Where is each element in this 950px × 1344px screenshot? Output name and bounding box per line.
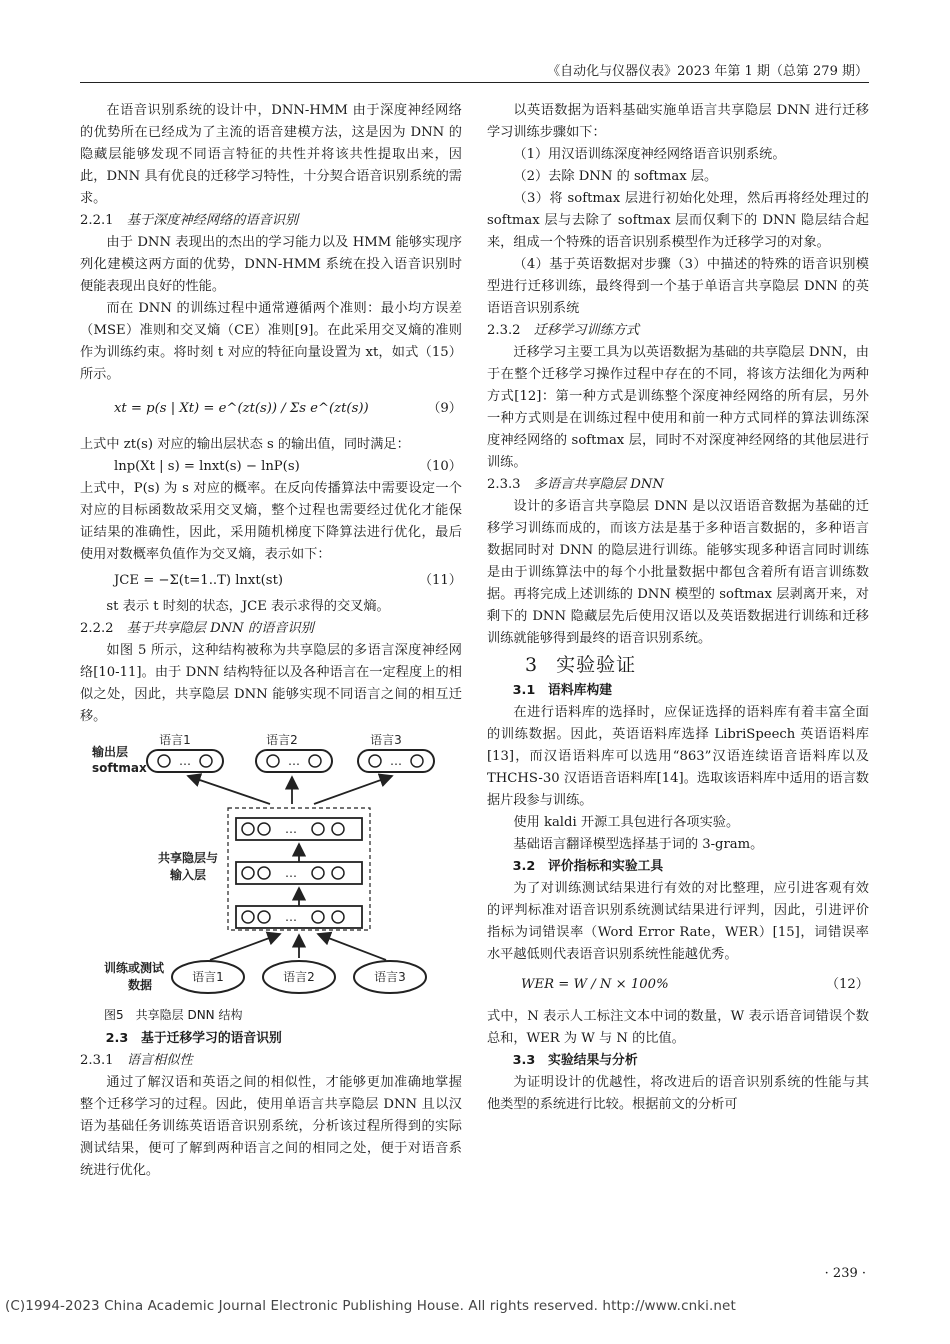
- paragraph: 由于 DNN 表现出的杰出的学习能力以及 HMM 能够实现序列化建模这两方面的优势，DNN-HMM 系统在投入语音识别时便能表现出良好的性能。: [80, 235, 462, 294]
- paragraph: 通过了解汉语和英语之间的相似性，才能够更加准确地掌握整个迁移学习的过程。因此，使用单语言共享隐层 DNN 且以汉语为基础任务训练英语语音识别系统，分析该过程所得到的实际测试结果，便可了解到两种语言之间的相同之处，便于对语音系统进行优化。: [80, 1075, 462, 1178]
- section-heading-2-2-2: 2.2.2 基于共享隐层 DNN 的语音识别: [80, 621, 314, 636]
- hidden-layer-2: [236, 818, 362, 840]
- svg-text:语言3: 语言3: [374, 970, 406, 984]
- paragraph: 式中，N 表示人工标注文本中词的数量，W 表示语音词错误个数总和，WER 为 W 与 N 的比值。: [487, 1009, 869, 1046]
- paragraph: 为了对训练测试结果进行有效的对比整理，应引进客观有效的评判标准对语音识别系统测试结果进行评判，因此，引进评价指标为词错误率（Word Error Rate，WER）[15]，词错误率水平越低则代表语音识别系统性能越优秀。: [487, 881, 869, 962]
- header-rule: [80, 82, 869, 83]
- equation-12: WER = W / N × 100% （12）: [521, 977, 869, 992]
- paragraph: 上式中，P(s) 为 s 对应的概率。在反向传播算法中需要设定一个对应的目标函数故采用交叉熵，整个过程也需要经过优化才能保证结果的准确性，因此，采用随机梯度下降算法进行优化，最后使用对数概率负值作为交叉熵，表示如下：: [80, 481, 462, 562]
- input-layer-label: 输入层: [170, 868, 207, 882]
- equation-10: lnp(Xt | s) = lnxt(s) − lnP(s) （10）: [114, 459, 462, 474]
- right-column: [487, 100, 869, 1116]
- dnn-diagram: [80, 732, 462, 1004]
- page-number: · 239 ·: [824, 1266, 866, 1281]
- svg-text:…: …: [288, 754, 300, 768]
- section-heading-2-3-2: 2.3.2 迁移学习训练方式: [487, 323, 640, 338]
- svg-text:…: …: [390, 754, 402, 768]
- data-label: 数据: [128, 978, 153, 992]
- figure-5-shared-hidden-layer-dnn: [80, 732, 462, 1004]
- paragraph: 为证明设计的优越性，将改进后的语音识别系统的性能与其他类型的系统进行比较。根据前文的分析可: [487, 1075, 869, 1112]
- step-4: （4）基于英语数据对步骤（3）中描述的特殊的语音识别模型进行迁移训练，最终得到一个基于单语言共享隐层 DNN 的英语语音识别系统: [487, 257, 869, 316]
- section-heading-3: 3 实验验证: [525, 654, 637, 676]
- hidden-layer-label: 共享隐层与: [158, 851, 219, 865]
- output-layer-label: 输出层: [92, 745, 129, 759]
- step-3: （3）将 softmax 层进行初始化处理，然后再将经处理过的 softmax 层与去除了 softmax 层而仅剩下的 DNN 隐层结合起来，组成一个特殊的语音识别系模型作为迁移学习的对象。: [487, 191, 869, 250]
- paragraph: 在进行语料库的选择时，应保证选择的语料库有着丰富全面的训练数据。因此，英语语料库选择 LibriSpeech 英语语料库[13]，而汉语语料库可以选用“863”汉语连续语音语料库以及 THCHS-30 汉语语音语料库[14]。选取该语料库中适用的语言数据片段参与训练。: [487, 705, 869, 808]
- svg-text:语言2: 语言2: [283, 970, 315, 984]
- section-heading-2-3: 2.3 基于迁移学习的语音识别: [105, 1031, 282, 1046]
- output-lang1-label: 语言1: [159, 733, 191, 747]
- paragraph: 在语音识别系统的设计中，DNN-HMM 由于深度神经网络的优势所在已经成为了主流的语音建模方法，这是因为 DNN 的隐藏层能够发现不同语言特征的共性并将该共性提取出来，因此，DNN 具有优良的迁移学习特性，十分契合语音识别系统的需求。: [80, 103, 462, 206]
- paragraph: 迁移学习主要工具为以英语数据为基础的共享隐层 DNN，由于在整个迁移学习操作过程中存在的不同，将该方法细化为两种方式[12]：第一种方式是训练整个深度神经网络的所有层，另外一种方式则是在训练过程中使用和前一种方式同样的算法训练深度神经网络的 softmax 层，同时不对深度神经网络的其他层进行训练。: [487, 345, 869, 470]
- left-column: [80, 100, 462, 1182]
- paragraph: 基础语言翻译模型选择基于词的 3-gram。: [513, 837, 764, 852]
- step-2: （2）去除 DNN 的 softmax 层。: [513, 169, 718, 184]
- copyright-footer: (C)1994-2023 China Academic Journal Electronic Publishing House. All rights reserved. http://www.cnki.net: [5, 1298, 736, 1314]
- section-heading-3-2: 3.2 评价指标和实验工具: [512, 859, 664, 874]
- paragraph: 以英语数据为语料基础实施单语言共享隐层 DNN 进行迁移学习训练步骤如下：: [487, 103, 869, 140]
- svg-text:…: …: [285, 910, 297, 924]
- section-heading-2-3-3: 2.3.3 多语言共享隐层 DNN: [487, 477, 664, 492]
- svg-text:…: …: [285, 866, 297, 880]
- paragraph: st 表示 t 时刻的状态，JCE 表示求得的交叉熵。: [106, 599, 390, 614]
- section-heading-2-3-1: 2.3.1 语言相似性: [80, 1053, 193, 1068]
- output-lang3-label: 语言3: [370, 733, 402, 747]
- figure-caption: 图5 共享隐层 DNN 结构: [104, 1008, 243, 1022]
- equation-11: JCE = −Σ(t=1..T) lnxt(st) （11）: [114, 573, 462, 588]
- step-1: （1）用汉语训练深度神经网络语音识别系统。: [513, 147, 786, 162]
- paragraph: 设计的多语言共享隐层 DNN 是以汉语语音数据为基础的迁移学习训练而成的，而该方法是基于多种语言数据的，多种语言数据同时对 DNN 的隐层进行训练。能够实现多种语言同时训练是由于训练算法中的每个小批量数据中都包含着所有语言训练数据。再将完成上述训练的 DNN 模型的 softmax 层剥离开来，对剩下的 DNN 隐藏层先后使用汉语以及英语数据进行训练和迁移训练就能够得到最终的语音识别系统。: [487, 499, 869, 646]
- paragraph: 而在 DNN 的训练过程中通常遵循两个准则：最小均方误差（MSE）准则和交叉熵（CE）准则[9]。在此采用交叉熵的准则作为训练约束。将时刻 t 对应的特征向量设置为 xt，如式（15）所示。: [80, 301, 462, 382]
- section-heading-3-3: 3.3 实验结果与分析: [512, 1053, 638, 1068]
- output-lang2-label: 语言2: [266, 733, 298, 747]
- svg-text:…: …: [179, 754, 191, 768]
- svg-text:…: …: [285, 822, 297, 836]
- paragraph: 上式中 zt(s) 对应的输出层状态 s 的输出值，同时满足：: [80, 437, 410, 452]
- hidden-layer-1: [236, 862, 362, 884]
- input-layer: [236, 906, 362, 928]
- paragraph: 使用 kaldi 开源工具包进行各项实验。: [513, 815, 740, 830]
- paragraph: 如图 5 所示，这种结构被称为共享隐层的多语言深度神经网络[10-11]。由于 DNN 结构特征以及各种语言在一定程度上的相似之处，因此，共享隐层 DNN 能够实现不同语言之间的相互迁移。: [80, 643, 462, 724]
- section-heading-2-2-1: 2.2.1 基于深度神经网络的语音识别: [80, 213, 299, 228]
- section-heading-3-1: 3.1 语料库构建: [512, 683, 613, 698]
- equation-9: xt = p(s | Xt) = e^(zt(s)) / Σs e^(zt(s)) （9）: [114, 401, 462, 416]
- journal-header: 《自动化与仪器仪表》2023 年第 1 期（总第 279 期）: [547, 64, 868, 79]
- svg-text:语言1: 语言1: [192, 970, 224, 984]
- train-test-label: 训练或测试: [104, 961, 165, 975]
- softmax-label: softmax: [92, 761, 147, 775]
